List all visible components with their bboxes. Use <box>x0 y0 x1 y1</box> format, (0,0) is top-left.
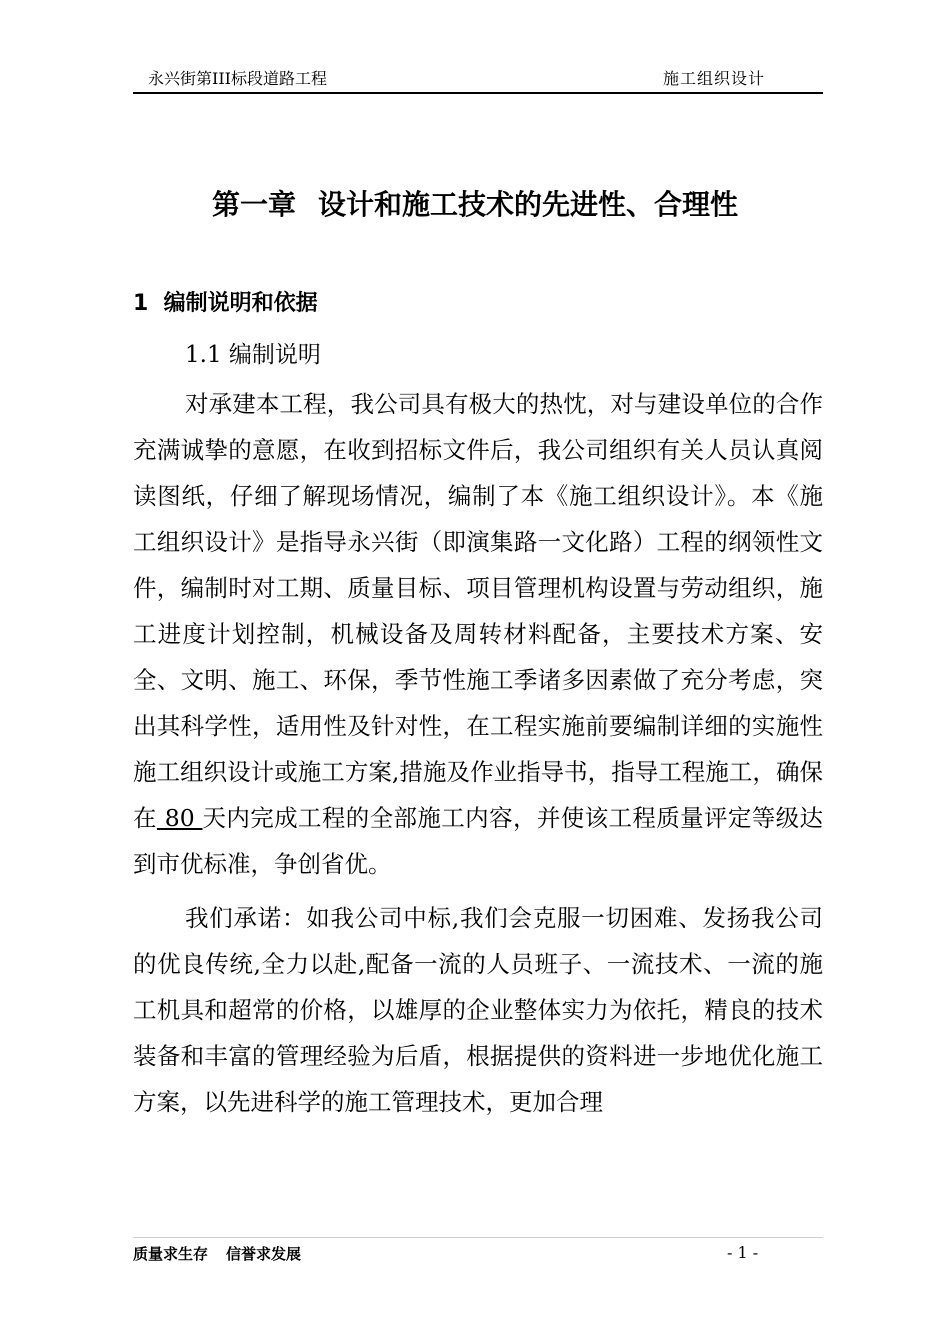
footer-slogan <box>133 1243 301 1264</box>
duration-days: 80 <box>156 804 203 832</box>
footer-divider <box>133 1237 823 1238</box>
header-doc-type: 施工组织设计 <box>663 69 766 88</box>
chapter-heading <box>0 183 950 223</box>
header-project-name: 永兴街第III标段道路工程 <box>148 69 327 88</box>
page-header <box>133 62 823 94</box>
subsection-heading: 1.1 编制说明 <box>185 342 321 368</box>
body-text <box>133 381 823 1125</box>
footer-slogan-quality: 质量求生存 <box>133 1245 209 1263</box>
section-title: 编制说明和依据 <box>163 291 318 316</box>
paragraph-intro <box>133 381 823 887</box>
section-heading <box>133 286 318 317</box>
footer-slogan-reputation: 信誉求发展 <box>226 1245 302 1263</box>
paragraph-commitment: 我们承诺：如我公司中标,我们会克服一切困难、发扬我公司的优良传统,全力以赴,配备一流的人员班子、一流技术、一流的施工机具和超常的价格，以雄厚的企业整体实力为依托，精良的技术装备和丰富的管理经验为后盾，根据提供的资料进一步地优化施工方案，以先进科学的施工管理技术，更加合理 <box>133 904 823 1116</box>
paragraph-intro-text-end: 天内完成工程的全部施工内容，并使该工程质量评定等级达到市优标准，争创省优。 <box>133 804 824 878</box>
chapter-title: 设计和施工技术的先进性、合理性 <box>318 188 739 221</box>
section-number: 1 <box>133 291 149 316</box>
chapter-number: 第一章 <box>211 188 296 221</box>
paragraph-intro-text: 对承建本工程，我公司具有极大的热忱，对与建设单位的合作充满诚挚的意愿，在收到招标文件后，我公司组织有关人员认真阅读图纸，仔细了解现场情况，编制了本《施工组织设计》。本《施工组织设计》是指导永兴街（即演集路一文化路）工程的纲领性文件，编制时对工期、质量目标、项目管理机构设置与劳动组织，施工进度计划控制，机械设备及周转材料配备，主要技术方案、安全、文明、施工、环保，季节性施工季诸多因素做了充分考虑，突出其科学性，适用性及针对性，在工程实施前要编制详细的实施性施工组织设计或施工方案,措施及作业指导书，指导工程施工，确保在 <box>133 390 823 832</box>
page-number: - 1 - <box>727 1243 759 1262</box>
